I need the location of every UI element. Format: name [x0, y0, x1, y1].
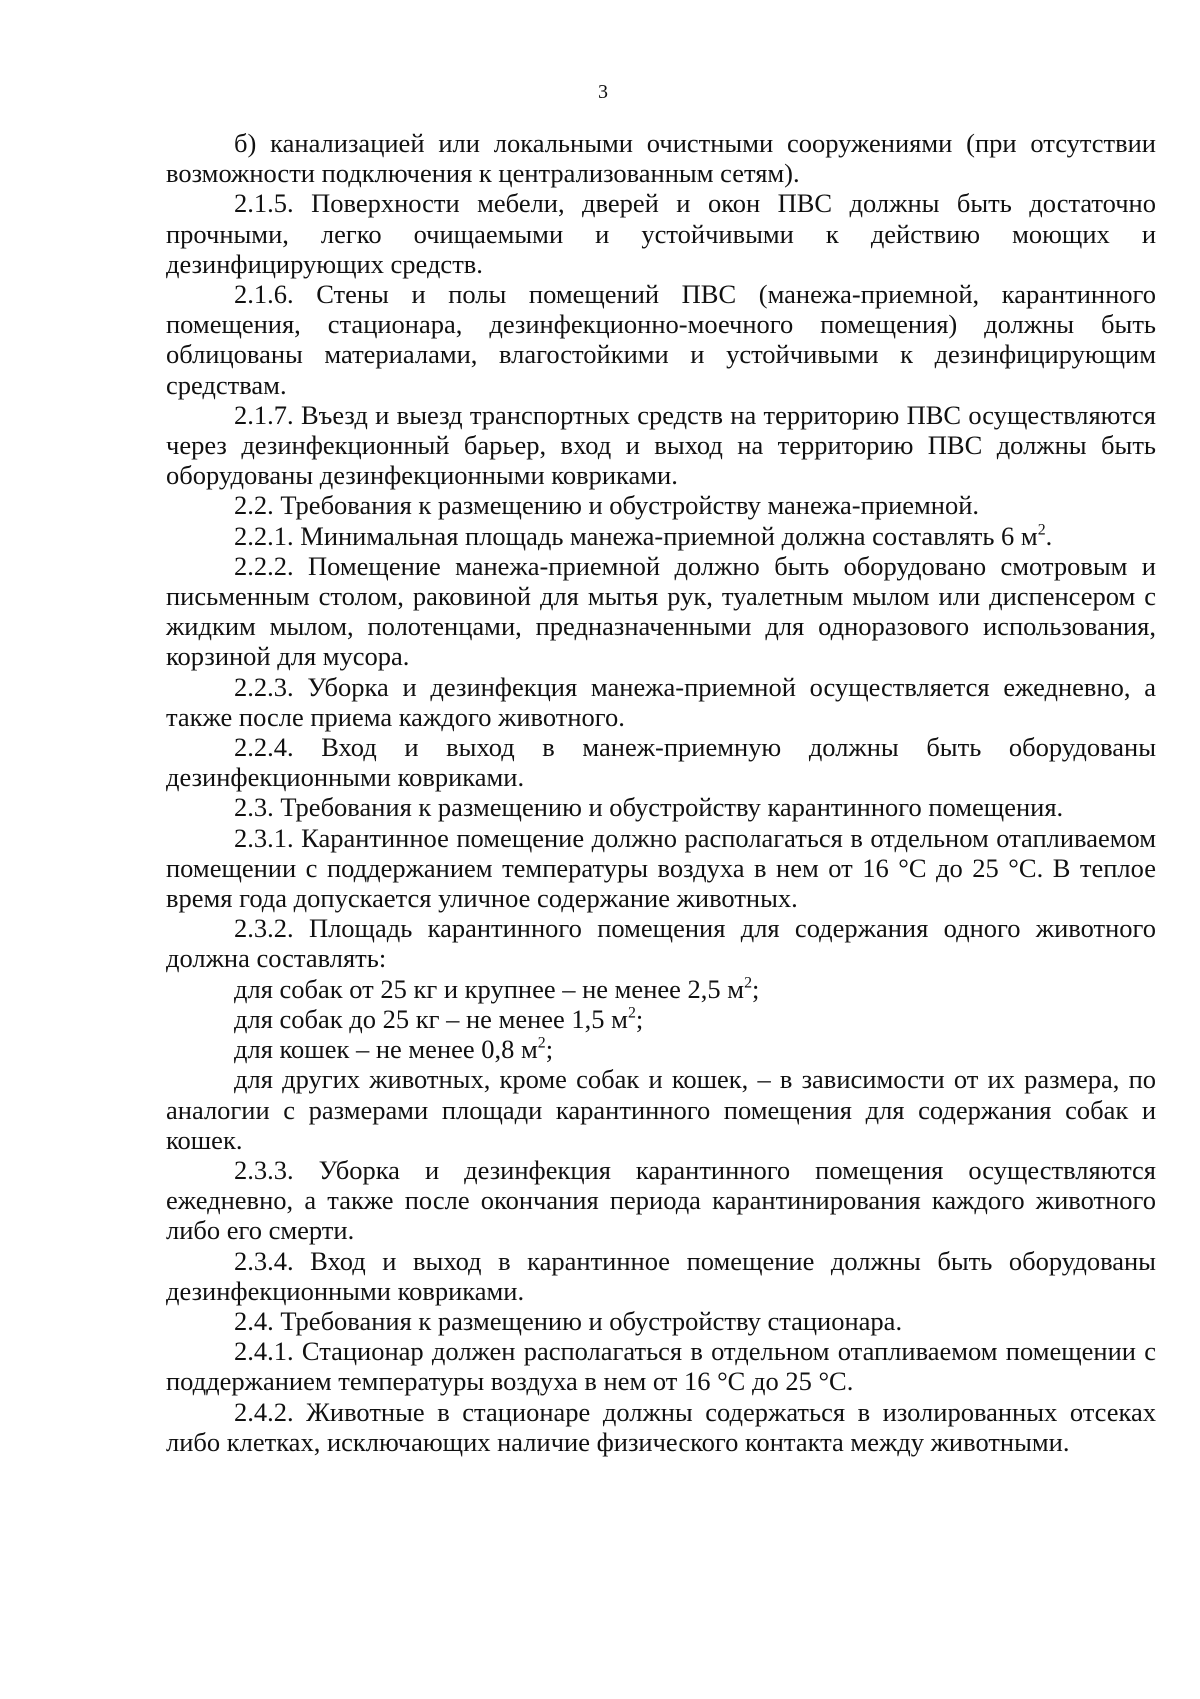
page-number: 3 — [598, 81, 608, 103]
area-item-cats: для кошек – не менее 0,8 $м^2$; — [234, 1034, 554, 1065]
area-item-large-dogs: для собак от 25 кг и крупнее – не менее 2,5 $м^2$; — [234, 973, 760, 1004]
paragraph-2-3-1: 2.3.1. Карантинное помещение должно располагаться в отдельном отапливаемом помещении с поддержанием температуры воздуха в нем от 16 °С до 25 °С. В теплое время года допускается уличное содержание животных. — [166, 822, 1156, 914]
paragraph-2-3-4: 2.3.4. Вход и выход в карантинное помещение должны быть оборудованы дезинфекционными ковриками. — [166, 1245, 1156, 1306]
heading-2-4: 2.4. Требования к размещению и обустройству стационара. — [234, 1305, 903, 1336]
paragraph-2-2-1: 2.2.1. Минимальная площадь манежа-приемной должна составлять 6 $м^2$. — [234, 520, 1053, 551]
heading-2-3: 2.3. Требования к размещению и обустройству карантинного помещения. — [234, 792, 1064, 823]
document-body — [166, 128, 1156, 1457]
paragraph-2-3-2: 2.3.2. Площадь карантинного помещения для содержания одного животного должна составлять: — [166, 913, 1156, 974]
paragraph-2-4-1: 2.4.1. Стационар должен располагаться в отдельном отапливаемом помещении с поддержанием температуры воздуха в нем от 16 °С до 25 °С. — [166, 1336, 1156, 1397]
area-item-small-dogs: для собак до 25 кг – не менее 1,5 $м^2$; — [234, 1003, 644, 1034]
area-item-other-animals: для других животных, кроме собак и кошек, – в зависимости от их размера, по аналогии с размерами площади карантинного помещения для содержания собак и кошек. — [166, 1064, 1156, 1155]
paragraph-sewerage: б) канализацией или локальными очистными сооружениями (при отсутствии возможности подключения к централизованным сетям). — [166, 128, 1156, 189]
paragraph-2-2-2: 2.2.2. Помещение манежа-приемной должно быть оборудовано смотровым и письменным столом, раковиной для мытья рук, туалетным мылом или диспенсером с жидким мылом, полотенцами, предназначенными для одноразового использования, корзиной для мусора. — [166, 550, 1156, 672]
paragraph-2-2-3: 2.2.3. Уборка и дезинфекция манежа-приемной осуществляется ежедневно, а также после приема каждого животного. — [166, 671, 1156, 732]
paragraph-2-1-6: 2.1.6. Стены и полы помещений ПВС (манежа-приемной, карантинного помещения, стационара, дезинфекционно-моечного помещения) должны быть облицованы материалами, влагостойкими и устойчивыми к дезинфицирующим средствам. — [166, 279, 1156, 400]
paragraph-2-2-4: 2.2.4. Вход и выход в манеж-приемную должны быть оборудованы дезинфекционными ковриками. — [166, 732, 1156, 793]
heading-2-2: 2.2. Требования к размещению и обустройству манежа-приемной. — [234, 490, 980, 521]
paragraph-2-1-5: 2.1.5. Поверхности мебели, дверей и окон ПВС должны быть достаточно прочными, легко очищаемыми и устойчивыми к действию моющих и дезинфицирующих средств. — [166, 188, 1156, 279]
paragraph-2-4-2: 2.4.2. Животные в стационаре должны содержаться в изолированных отсеках либо клетках, исключающих наличие физического контакта между животными. — [166, 1396, 1156, 1457]
paragraph-2-1-7: 2.1.7. Въезд и выезд транспортных средств на территорию ПВС осуществляются через дезинфекционный барьер, вход и выход на территорию ПВС должны быть оборудованы дезинфекционными ковриками. — [166, 399, 1156, 491]
paragraph-2-3-3: 2.3.3. Уборка и дезинфекция карантинного помещения осуществляются ежедневно, а также после окончания периода карантинирования каждого животного либо его смерти. — [166, 1154, 1156, 1246]
